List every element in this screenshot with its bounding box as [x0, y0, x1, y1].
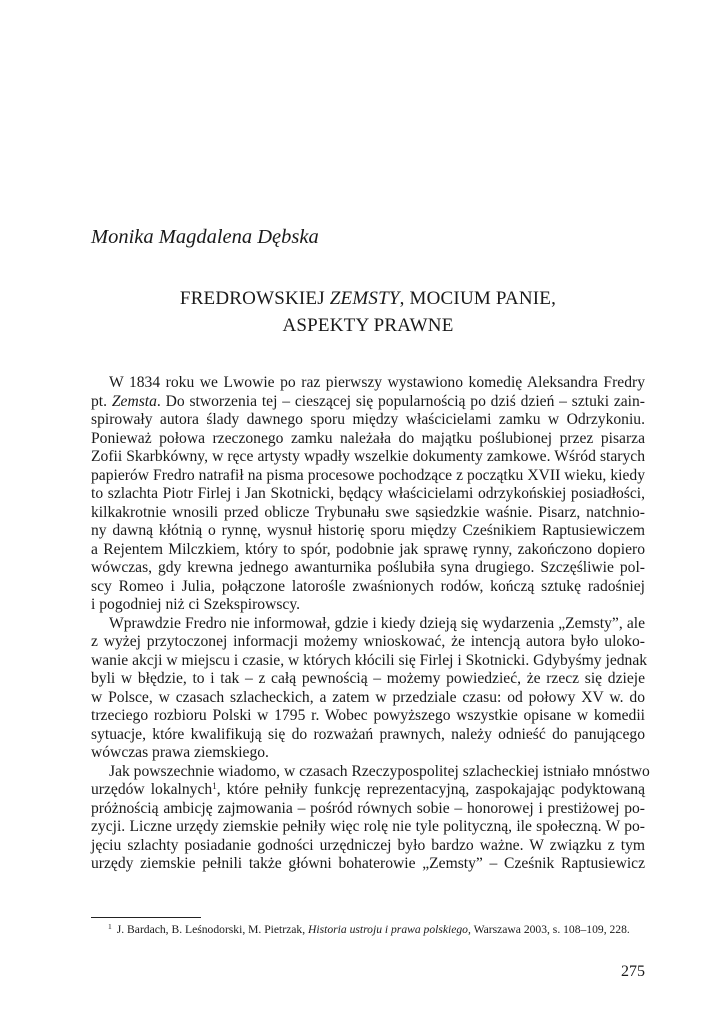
text-line	[91, 522, 645, 541]
text-line	[91, 689, 645, 708]
text-line	[91, 374, 645, 393]
text-line	[91, 855, 645, 874]
text-segment: próżnością ambicję zajmowania – pośród równych sobie – honorowej i prestiżowej po-	[91, 799, 645, 817]
text-segment: i pogodniej niż ci Szekspirowscy.	[91, 596, 301, 613]
text-line	[91, 541, 645, 560]
text-segment: Ponieważ połowa rzeczonego zamku należała do majątku poślubionej przez pisarza	[91, 429, 645, 447]
page-number: 275	[621, 963, 645, 980]
text-line	[91, 504, 645, 523]
text-segment: , które pełniły funkcję reprezentacyjną, zaspokajając podyktowaną	[216, 781, 645, 798]
text-line	[91, 633, 645, 652]
text-line	[91, 430, 645, 449]
text-segment: wanie akcji w miejscu i czasie, w których kłócili się Firlej i Skotnicki. Gdybyśmy jednak	[91, 651, 648, 669]
text-line	[91, 411, 645, 430]
text-line	[91, 559, 645, 578]
text-segment: scy Romeo i Julia, połączone latorośle zwaśnionych rodów, kończą sztukę radośniej	[91, 577, 645, 595]
article-title-line-2: ASPEKTY PRAWNE	[282, 315, 454, 336]
text-segment: . Do stworzenia tej – cieszącej się popularnością po dziś dzień – sztuki zain-	[156, 392, 645, 410]
text-line	[91, 670, 645, 689]
text-segment: W 1834 roku we Lwowie po raz pierwszy wystawiono komedię Aleksandra Fredry	[109, 374, 645, 391]
text-line	[91, 781, 645, 800]
text-segment: ny dawną kłótnią o rynnę, wysnuł historię sporu między Cześnikiem Raptusiewiczem	[91, 522, 645, 539]
text-line	[91, 744, 645, 763]
title-text: , MOCIUM PANIE,	[399, 288, 557, 309]
text-line	[91, 578, 645, 597]
text-line	[91, 707, 645, 726]
text-segment: to szlachta Piotr Firlej i Jan Skotnicki, będący właścicielami odrzykońskiej posiadłości,	[91, 485, 645, 502]
text-segment: Wprawdzie Fredro nie informował, gdzie i kiedy dzieją się wydarzenia „Zemsty”, ale	[109, 614, 645, 632]
text-segment: spirowały autora ślady dawnego sporu między właścicielami zamku w Odrzykoniu.	[91, 411, 645, 428]
text-segment: urzędów lokalnych	[91, 781, 213, 798]
text-segment: a Rejentem Milczkiem, który to spór, podobnie jak sprawę rynny, zakończono dopiero	[91, 540, 645, 558]
text-segment: Jak powszechnie wiadomo, w czasach Rzeczypospolitej szlacheckiej istniało mnóstwo	[109, 762, 650, 780]
footnote-text: Warszawa 2003, s. 108–109, 228.	[470, 923, 630, 936]
text-line	[91, 596, 645, 615]
author-name: Monika Magdalena Dębska	[91, 226, 319, 248]
text-segment: zycji. Liczne urzędy ziemskie pełniły więc rolę nie tyle polityczną, ile społeczną. W po-	[91, 818, 645, 835]
paragraph	[91, 374, 645, 615]
text-line	[91, 762, 650, 782]
text-segment: wówczas, gdy krewna jednego awanturnika poślubiła syna drugiego. Szczęśliwie pol-	[91, 559, 645, 576]
text-segment: papierów Fredro natrafił na pisma procesowe pochodzące z początku XVII wieku, kiedy	[91, 466, 645, 484]
text-line	[91, 448, 645, 467]
text-segment: urzędy ziemskie pełnili także główni bohaterowie „Zemsty” – Cześnik Raptusiewicz	[91, 855, 645, 872]
text-line	[91, 800, 645, 819]
paragraph	[91, 762, 650, 874]
text-segment: w Polsce, w czasach szlacheckich, a zatem w przedziale czasu: od połowy XV w. do	[91, 688, 645, 706]
article-title-line-1	[91, 288, 645, 310]
text-line	[91, 837, 645, 856]
footnote-reference[interactable]: 1	[212, 781, 217, 791]
footnote-mark: 1	[108, 922, 112, 931]
text-segment: jęciu szlachty posiadanie godności urzędniczej było bardzo ważne. W związku z tym	[91, 836, 645, 854]
italic-text: Zemsta	[111, 392, 157, 410]
footnote	[108, 923, 630, 936]
text-line	[91, 467, 645, 486]
text-segment: sytuacje, które kwalifikują się do rozważań prawnych, należy odnieść do panującego	[91, 725, 645, 743]
text-segment: z wyżej przytoczonej informacji możemy wnioskować, że intencją autora było uloko-	[91, 633, 645, 650]
text-segment: byli w błędzie, to i tak – z całą pewnością – możemy powiedzieć, że rzecz się dzieje	[91, 670, 645, 687]
text-segment: pt.	[91, 392, 112, 410]
text-segment: Zofii Skarbkówny, w ręce artysty wpadły wszelkie dokumenty zamkowe. Wśród starych	[91, 448, 645, 465]
article-body	[91, 374, 650, 874]
text-line	[91, 818, 645, 837]
text-segment: kilkakrotnie wnosili przed oblicze Trybunału swe sąsiedzkie waśnie. Pisarz, natchnio-	[91, 503, 645, 521]
text-line	[91, 615, 645, 634]
footnote-text: J. Bardach, B. Leśnodorski, M. Pietrzak,	[116, 923, 309, 936]
text-line	[91, 393, 645, 412]
paragraph	[91, 614, 648, 763]
title-text: FREDROWSKIEJ	[179, 288, 330, 309]
footnote-divider	[91, 917, 201, 918]
footnote-title: Historia ustroju i prawa polskiego,	[308, 923, 471, 936]
text-line	[91, 726, 645, 745]
text-segment: trzeciego rozbioru Polski w 1795 r. Wobec powyższego wszystkie opisane w komedii	[91, 707, 645, 724]
text-line	[91, 485, 645, 504]
title-italic-text: ZEMSTY	[329, 288, 400, 309]
text-line	[91, 651, 648, 671]
text-segment: wówczas prawa ziemskiego.	[91, 744, 269, 761]
